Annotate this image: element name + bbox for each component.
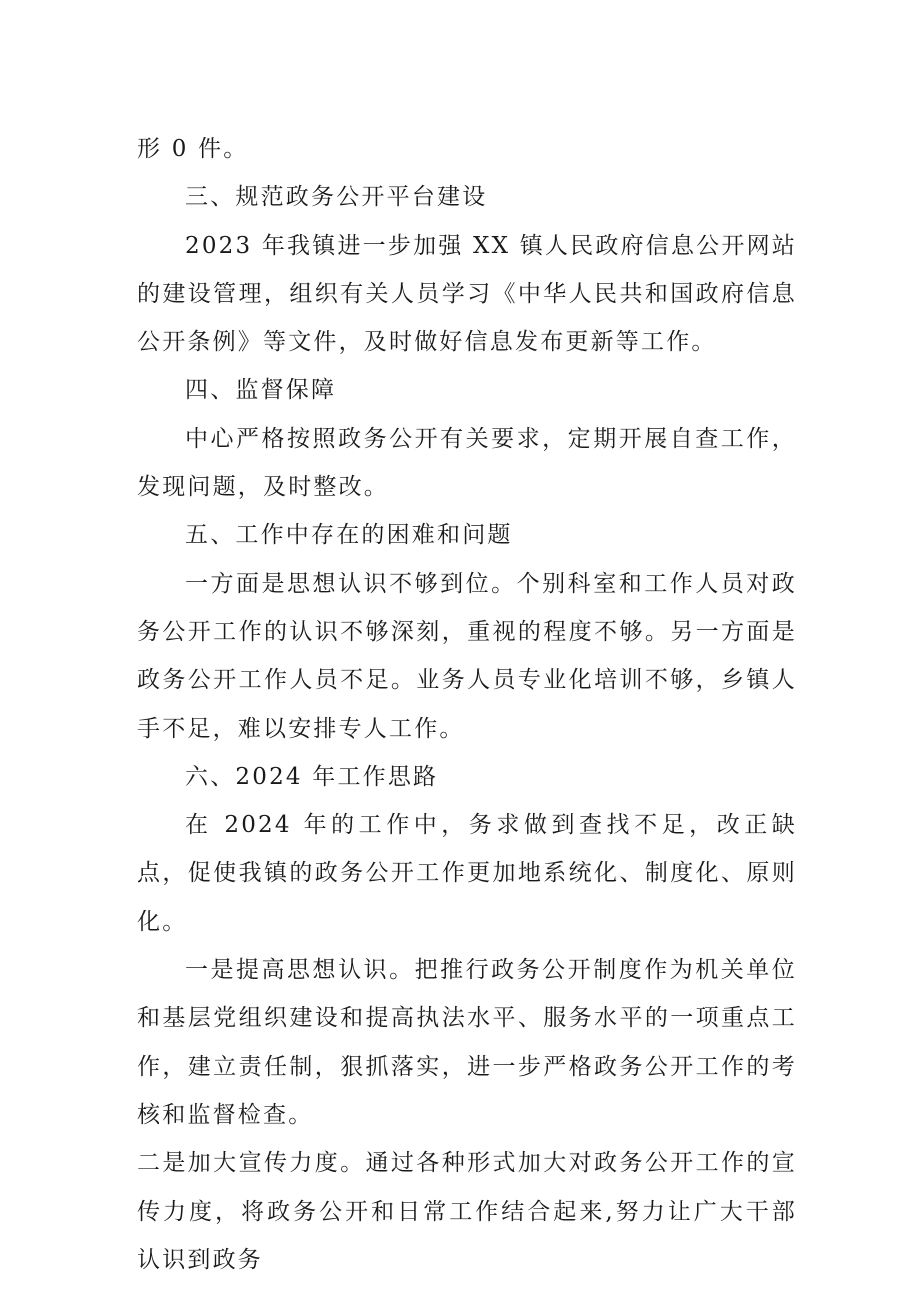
paragraph-point-two: 二是加大宣传力度。通过各种形式加大对政务公开工作的宣传力度，将政务公开和日常工作结合起来,努力让广大干部认识到政务 [137,1150,797,1273]
paragraph-2024-plan: 在 2024 年的工作中，务求做到查找不足，改正缺点，促使我镇的政务公开工作更加地系统化、制度化、原则化。 [137,812,797,935]
section-heading-5: 五、工作中存在的困难和问题 [185,522,513,549]
section-heading-6: 六、2024 年工作思路 [185,763,439,790]
paragraph-point-one: 一是提高思想认识。把推行政务公开制度作为机关单位和基层党组织建设和提高执法水平、服务水平的一项重点工作，建立责任制，狠抓落实，进一步严格政务公开工作的考核和监督检查。 [137,957,797,1128]
paragraph-problems: 一方面是思想认识不够到位。个别科室和工作人员对政务公开工作的认识不够深刻，重视的程度不够。另一方面是政务公开工作人员不足。业务人员专业化培训不够，乡镇人手不足，难以安排专人工作。 [137,570,797,742]
paragraph-continuation: 形 0 件。 [137,136,249,162]
paragraph-supervision: 中心严格按照政务公开有关要求，定期开展自查工作，发现问题，及时整改。 [137,425,797,501]
section-heading-4: 四、监督保障 [185,377,337,404]
paragraph-platform-building: 2023 年我镇进一步加强 XX 镇人民政府信息公开网站的建设管理，组织有关人员学习《中华人民共和国政府信息公开条例》等文件，及时做好信息发布更新等工作。 [137,232,797,356]
document-body [137,125,797,1284]
section-heading-3: 三、规范政务公开平台建设 [185,184,488,211]
